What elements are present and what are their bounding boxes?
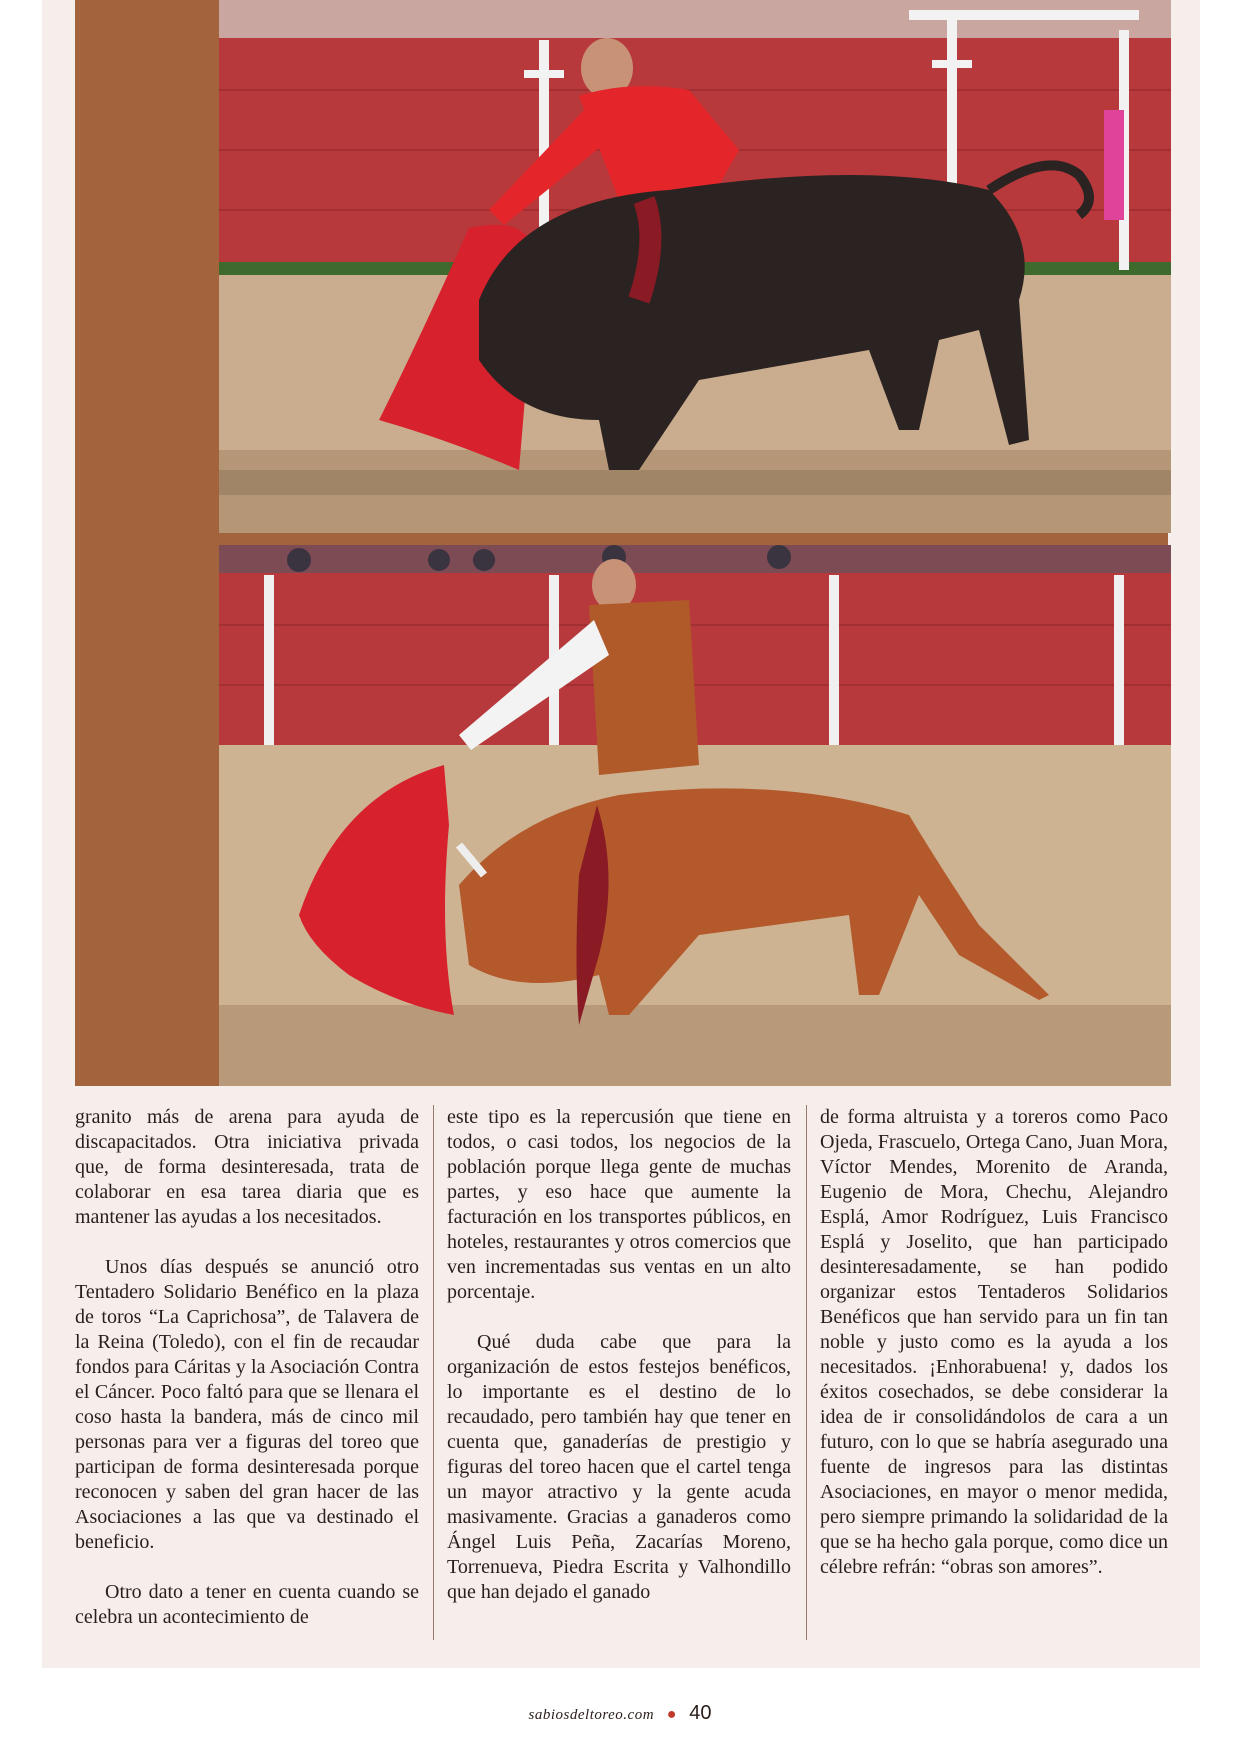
text-column-3 (820, 1105, 1168, 1665)
photo-bullfight-red-sweater (219, 0, 1171, 533)
text-column-1 (75, 1105, 419, 1665)
photo-bullfight-brown-vest (219, 545, 1171, 1086)
page-number: 40 (689, 1702, 712, 1724)
paragraph: Otro dato a tener en cuenta cuando se celebra un acontecimiento de (75, 1581, 419, 1628)
paragraph: Qué duda cabe que para la organización de estos festejos benéficos, lo importante es el destino de lo recaudado, pero también hay que tener en cuenta que, ganaderías de prestigio y figuras del toreo hacen que el cartel tenga un mayor atractivo y la gente acuda masivamente. Gracias a ganaderos como Ángel Luis Peña, Zacarías Moreno, Torrenueva, Piedra Escrita y Valhondillo que han dejado el ganado (447, 1331, 791, 1603)
article-body (75, 1105, 1168, 1665)
paragraph: Unos días después se anunció otro Tentadero Solidario Benéfico en la plaza de toros “La Caprichosa”, de Talavera de la Reina (Toledo), con el fin de recaudar fondos para Cáritas y la Asociación Contra el Cáncer. Poco faltó para que se llenara el coso hasta la bandera, más de cinco mil personas para ver a figuras del toreo que participan de forma desinteresada porque reconocen y saben del gran hacer de las Asociaciones a las que va destinado el beneficio. (75, 1256, 419, 1553)
bullet-icon: ● (666, 1706, 677, 1723)
paragraph: de forma altruista y a toreros como Paco Ojeda, Frascuelo, Ortega Cano, Juan Mora, Víctor Mendes, Morenito de Aranda, Eugenio de Mora, Chechu, Alejandro Esplá, Amor Rodríguez, Luis Francisco Esplá y Joselito, que han participado desinteresadamente, se han podido organizar estos Tentaderos Solidarios Benéficos que han servido para un fin tan noble y justo como es la ayuda a los necesitados. ¡Enhorabuena! y, dados los éxitos cosechados, se debe considerar la idea de ir consolidándolos de cara a un futuro, con lo que se habría asegurado una fuente de ingresos para las distintas Asociaciones, en mayor o menor medida, pero siempre primando la solidaridad de la que se ha hecho gala porque, como dice un célebre refrán: “obras son amores”. (820, 1106, 1168, 1578)
footer-site: sabiosdeltoreo.com (528, 1707, 655, 1723)
page-footer (0, 1702, 1240, 1730)
paragraph: este tipo es la repercusión que tiene en todos, o casi todos, los negocios de la población porque llega gente de muchas partes, y eso hace que aumente la facturación en los transportes públicos, en hoteles, restaurantes y otros comercios que ven incrementadas sus ventas en un alto porcentaje. (447, 1106, 791, 1303)
photo-band (75, 0, 1168, 1086)
text-column-2 (447, 1105, 791, 1665)
column-divider (806, 1105, 807, 1640)
column-divider (433, 1105, 434, 1640)
paragraph: granito más de arena para ayuda de discapacitados. Otra iniciativa privada que, de forma desinteresada, trata de colaborar en esa tarea diaria que es mantener las ayudas a los necesitados. (75, 1106, 419, 1228)
